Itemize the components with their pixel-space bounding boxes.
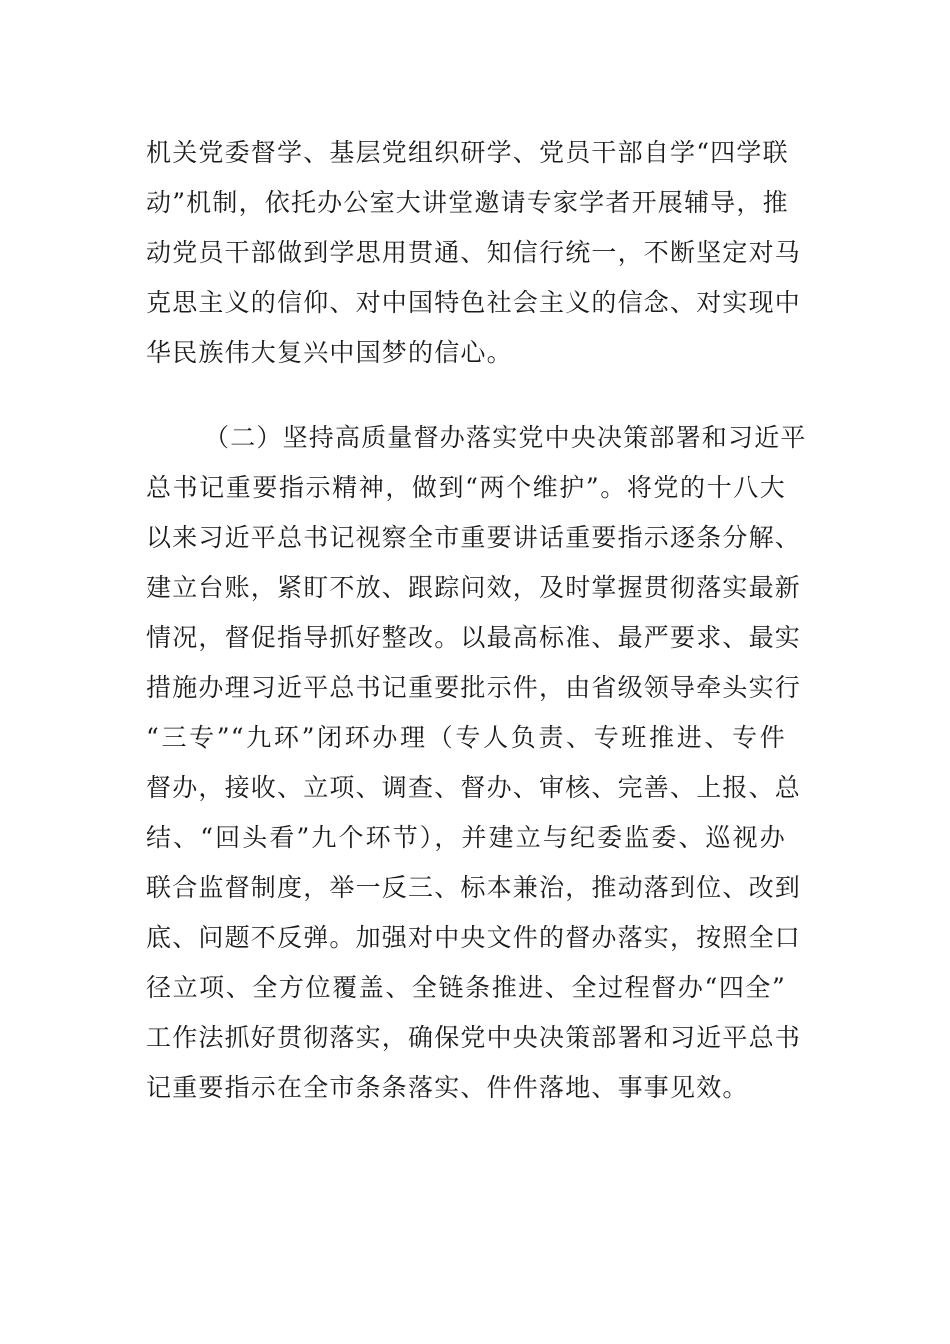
text-line: 记重要指示在全市条条落实、件件落地、事事见效。 — [146, 1073, 749, 1102]
text-line: “三专”“九环”闭环办理（专人负责、专班推进、专件 — [146, 723, 786, 752]
paragraph-study-mechanism — [146, 128, 802, 378]
text-line: 径立项、全方位覆盖、全链条推进、全过程督办“四全” — [146, 973, 786, 1002]
paragraph-supervision-section — [146, 413, 807, 1113]
text-line: 以来习近平总书记视察全市重要讲话重要指示逐条分解、 — [146, 523, 802, 552]
text-line: 华民族伟大复兴中国梦的信心。 — [146, 338, 513, 367]
text-line: 总书记重要指示精神，做到“两个维护”。将党的十八大 — [146, 473, 786, 502]
text-line: 结、“回头看”九个环节），并建立与纪委监委、巡视办 — [146, 823, 786, 852]
text-line: 工作法抓好贯彻落实，确保党中央决策部署和习近平总书 — [146, 1023, 802, 1052]
text-line: 联合监督制度，举一反三、标本兼治，推动落到位、改到 — [146, 873, 802, 902]
text-line: 机关党委督学、基层党组织研学、党员干部自学“四学联 — [146, 138, 789, 167]
text-line: 动党员干部做到学思用贯通、知信行统一，不断坚定对马 — [146, 238, 802, 267]
section-heading-line: （二）坚持高质量督办落实党中央决策部署和习近平 — [204, 423, 807, 452]
text-line: 底、问题不反弹。加强对中央文件的督办落实，按照全口 — [146, 923, 802, 952]
text-line: 动”机制，依托办公室大讲堂邀请专家学者开展辅导，推 — [146, 188, 789, 217]
text-line: 情况，督促指导抓好整改。以最高标准、最严要求、最实 — [146, 623, 802, 652]
text-line: 克思主义的信仰、对中国特色社会主义的信念、对实现中 — [146, 288, 802, 317]
text-line: 建立台账，紧盯不放、跟踪问效，及时掌握贯彻落实最新 — [146, 573, 802, 602]
text-line: 措施办理习近平总书记重要批示件，由省级领导牵头实行 — [146, 673, 802, 702]
text-line: 督办，接收、立项、调查、督办、审核、完善、上报、总 — [146, 773, 802, 802]
